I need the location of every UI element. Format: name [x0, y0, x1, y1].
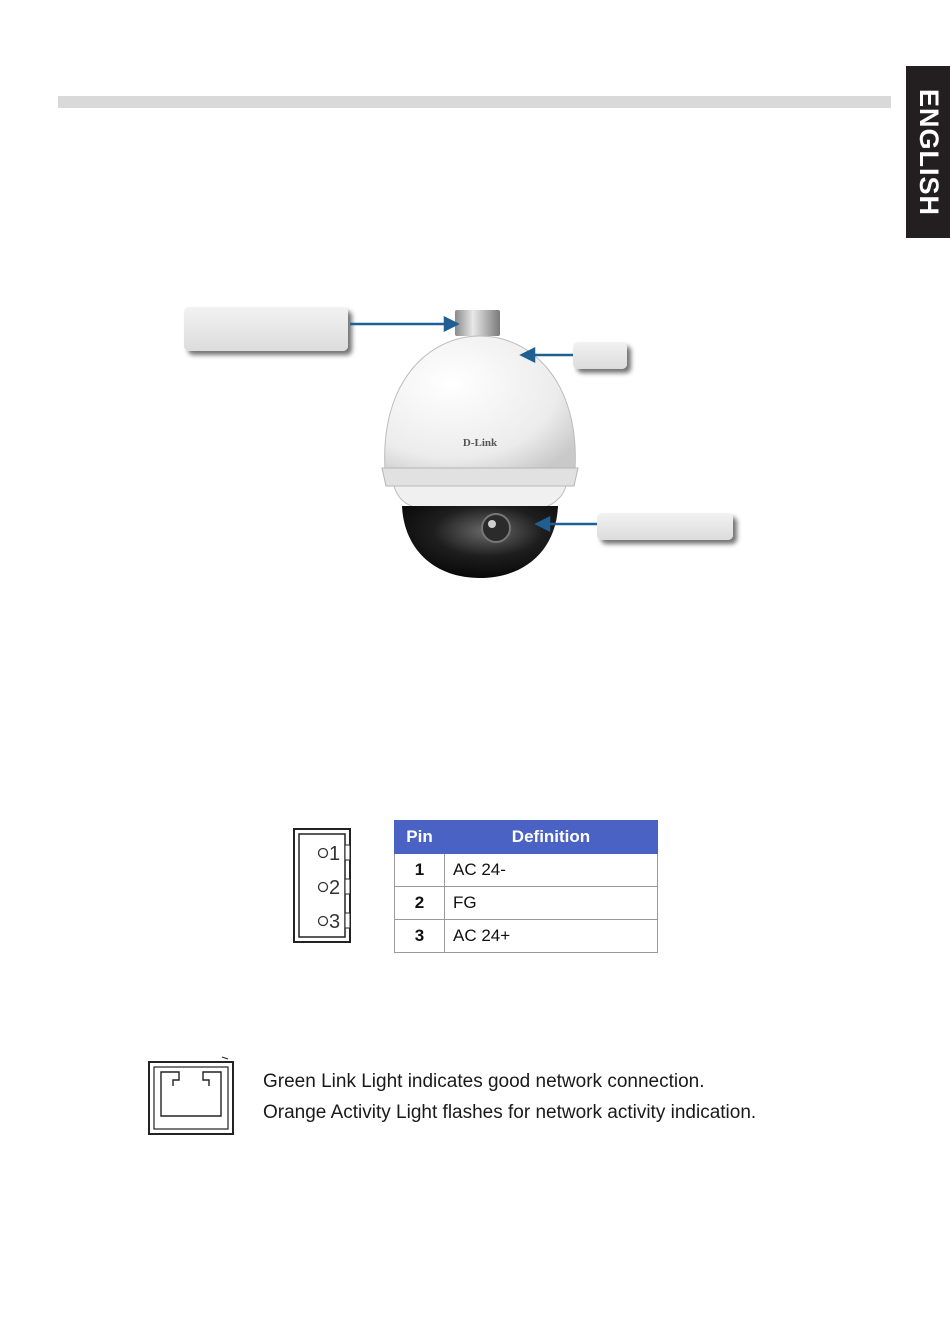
led-link-description: Green Link Light indicates good network connection.: [263, 1071, 705, 1092]
pin-definition-table: [394, 820, 658, 953]
led-activity-description: Orange Activity Light flashes for network activity indication.: [263, 1102, 757, 1123]
header-pin: Pin: [395, 821, 445, 854]
connector-label-3: 3: [329, 911, 341, 933]
pin-definition: AC 24-: [445, 854, 658, 887]
power-connector-diagram: [290, 826, 360, 946]
pin-number: 1: [395, 854, 445, 887]
table-row: [395, 854, 658, 887]
connector-label-1: 1: [329, 843, 341, 865]
camera-brand: D-Link: [462, 437, 498, 449]
pin-number: 2: [395, 887, 445, 920]
table-row: [395, 920, 658, 953]
connector-label-2: 2: [329, 877, 341, 899]
table-header-row: [395, 821, 658, 854]
language-tab-label: ENGLISH: [913, 88, 944, 216]
pin-definition: FG: [445, 887, 658, 920]
header-definition: Definition: [445, 821, 658, 854]
rj45-port-icon: [146, 1056, 240, 1138]
pin-definition: AC 24+: [445, 920, 658, 953]
pin-number: 3: [395, 920, 445, 953]
table-row: [395, 887, 658, 920]
